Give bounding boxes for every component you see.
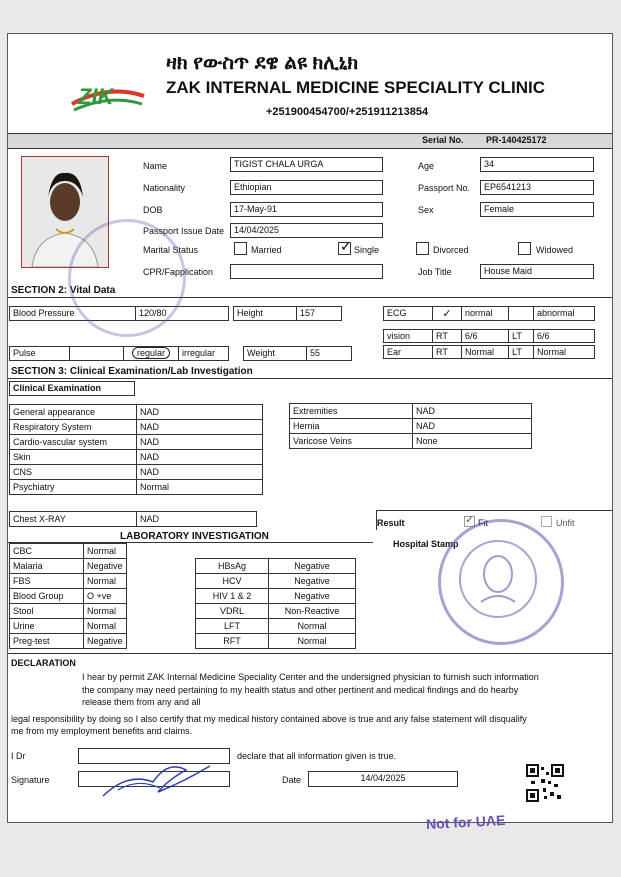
ecg-blank[interactable]: [508, 306, 534, 321]
single-label: Single: [354, 245, 380, 255]
pulse-blank[interactable]: [69, 346, 124, 361]
lab-item-label: HCV: [196, 574, 269, 589]
lab-item-label: LFT: [196, 619, 269, 634]
clinic-amharic-name: ዛክ የውስጥ ደዌ ልዩ ክሊኒክ: [166, 52, 359, 74]
sex-field[interactable]: Female: [480, 202, 594, 217]
clinic-stamp-hospital: [438, 519, 564, 645]
bp-field[interactable]: 120/80: [135, 306, 229, 321]
stamp-emblem-icon: [441, 522, 555, 636]
clinic-phones: +251900454700/+251911213854: [266, 106, 429, 118]
dob-field[interactable]: 17-May-91: [230, 202, 383, 217]
lab-item-value[interactable]: Negative: [269, 574, 356, 589]
lab-item-value[interactable]: Non-Reactive: [269, 604, 356, 619]
lab-item-value[interactable]: Normal: [269, 619, 356, 634]
ear-lt-label: LT: [508, 345, 534, 359]
ecg-label: ECG: [383, 306, 433, 321]
lab-item-label: RFT: [196, 634, 269, 649]
nationality-field[interactable]: Ethiopian: [230, 180, 383, 195]
chest-xray-table: [9, 511, 257, 527]
table-row: [10, 559, 127, 574]
ear-label: Ear: [383, 345, 433, 359]
clinical-left-table: [9, 404, 263, 495]
lab-item-value[interactable]: Normal: [84, 544, 127, 559]
result-label: Result: [377, 518, 405, 528]
check-icon: ✓: [465, 514, 475, 526]
vision-lt-field[interactable]: 6/6: [533, 329, 595, 343]
divider: [8, 653, 612, 654]
sex-label: Sex: [418, 205, 434, 215]
job-title-label: Job Title: [418, 267, 452, 277]
lab-item-label: Blood Group: [10, 589, 84, 604]
clinical-item-value[interactable]: Normal: [137, 480, 263, 495]
table-row: [10, 512, 257, 527]
clinical-exam-subtitle: Clinical Examination: [9, 381, 135, 396]
vision-rt-field[interactable]: 6/6: [461, 329, 509, 343]
pulse-regular-text: regular: [132, 347, 170, 359]
chest-xray-value[interactable]: NAD: [137, 512, 257, 527]
signature-label: Signature: [11, 775, 50, 785]
pulse-regular[interactable]: [123, 346, 179, 361]
cpr-label: CPR/Fapplication: [143, 267, 214, 277]
table-row: [10, 634, 127, 649]
clinical-item-label: Psychiatry: [10, 480, 137, 495]
age-label: Age: [418, 161, 435, 171]
table-row: [10, 420, 263, 435]
logo-text: ZIK: [78, 84, 114, 109]
single-checkbox[interactable]: [338, 238, 352, 255]
job-title-field[interactable]: House Maid: [480, 264, 594, 279]
table-row: [10, 574, 127, 589]
clinical-item-value[interactable]: NAD: [413, 419, 532, 434]
table-row: [196, 619, 356, 634]
widowed-checkbox[interactable]: [518, 242, 531, 255]
table-row: [290, 404, 532, 419]
date-field[interactable]: 14/04/2025: [308, 771, 458, 787]
lab-item-value[interactable]: Normal: [84, 574, 127, 589]
clinical-item-value[interactable]: NAD: [137, 450, 263, 465]
clinical-item-label: Extremities: [290, 404, 413, 419]
section2-title: SECTION 2: Vital Data: [11, 285, 116, 296]
ear-lt-field[interactable]: Normal: [533, 345, 595, 359]
lab-item-value[interactable]: O +ve: [84, 589, 127, 604]
clinic-logo: [68, 74, 148, 122]
passport-issue-field[interactable]: 14/04/2025: [230, 223, 383, 238]
name-field[interactable]: TIGIST CHALA URGA: [230, 157, 383, 172]
clinical-item-label: Skin: [10, 450, 137, 465]
clinical-item-label: General appearance: [10, 405, 137, 420]
lab-item-label: VDRL: [196, 604, 269, 619]
name-label: Name: [143, 161, 168, 171]
vision-lt-label: LT: [508, 329, 534, 343]
lab-item-value[interactable]: Negative: [84, 559, 127, 574]
lab-item-value[interactable]: Negative: [84, 634, 127, 649]
table-row: [10, 544, 127, 559]
table-row: [196, 574, 356, 589]
table-row: [196, 589, 356, 604]
lab-item-label: FBS: [10, 574, 84, 589]
serial-value: PR-140425172: [486, 135, 547, 145]
divorced-checkbox[interactable]: [416, 242, 429, 255]
lab-item-value[interactable]: Negative: [269, 589, 356, 604]
widowed-label: Widowed: [536, 245, 574, 255]
age-field[interactable]: 34: [480, 157, 594, 172]
table-row: [290, 419, 532, 434]
declaration-line1: I hear by permit ZAK Internal Medicine Speciality Center and the undersigned physician to furnish such information: [82, 672, 539, 682]
unfit-label: Unfit: [556, 518, 575, 528]
clinical-item-value[interactable]: NAD: [137, 465, 263, 480]
clinical-item-value[interactable]: NAD: [413, 404, 532, 419]
table-row: [10, 619, 127, 634]
clinical-item-value[interactable]: NAD: [137, 405, 263, 420]
passport-issue-label: Passport Issue Date: [143, 226, 225, 236]
pulse-irregular[interactable]: irregular: [178, 346, 229, 361]
clinic-english-name: ZAK INTERNAL MEDICINE SPECIALITY CLINIC: [166, 78, 546, 97]
lab-item-value[interactable]: Normal: [269, 634, 356, 649]
divider: [8, 378, 612, 379]
table-row: [10, 480, 263, 495]
lab-item-label: Preg-test: [10, 634, 84, 649]
passport-no-label: Passport No.: [418, 183, 471, 193]
table-row: [196, 559, 356, 574]
date-label: Date: [282, 775, 302, 785]
cpr-field[interactable]: [230, 264, 383, 279]
handwritten-signature: [98, 752, 218, 802]
lab-right-table: [195, 558, 356, 649]
clinical-item-label: Cardio-vascular system: [10, 435, 137, 450]
table-row: [10, 589, 127, 604]
table-row: [10, 405, 263, 420]
vision-label: vision: [383, 329, 433, 343]
lab-item-label: CBC: [10, 544, 84, 559]
footer-note: Not for UAE: [425, 811, 506, 833]
married-label: Married: [251, 245, 282, 255]
table-row: [10, 604, 127, 619]
height-field[interactable]: 157: [296, 306, 342, 321]
dob-label: DOB: [143, 205, 163, 215]
serial-label: Serial No.: [422, 135, 464, 145]
weight-field[interactable]: 55: [306, 346, 352, 361]
declare-text: declare that all information given is true.: [237, 751, 397, 761]
section3-title: SECTION 3: Clinical Examination/Lab Investigation: [11, 366, 253, 377]
lab-item-label: HIV 1 & 2: [196, 589, 269, 604]
ecg-check[interactable]: ✓: [432, 306, 462, 321]
declaration-line4: legal responsibility by doing so I also certify that my medical history contained above is true and any false statement will disqualify: [11, 714, 527, 724]
lab-item-label: HBsAg: [196, 559, 269, 574]
divorced-label: Divorced: [433, 245, 469, 255]
table-row: [196, 604, 356, 619]
declaration-line3: release them from any and all: [82, 697, 201, 707]
table-row: [196, 634, 356, 649]
weight-label: Weight: [243, 346, 307, 361]
lab-item-label: Malaria: [10, 559, 84, 574]
lab-item-label: Stool: [10, 604, 84, 619]
declaration-title: DECLARATION: [11, 658, 76, 668]
table-row: [10, 465, 263, 480]
qr-code: [526, 764, 564, 802]
clinical-item-value[interactable]: None: [413, 434, 532, 449]
check-icon: ✓: [340, 238, 352, 254]
fit-label: Fit: [478, 518, 488, 528]
pulse-label: Pulse: [9, 346, 70, 361]
divider: [376, 510, 612, 511]
lab-item-value[interactable]: Normal: [84, 619, 127, 634]
nationality-label: Nationality: [143, 183, 186, 193]
hospital-stamp-label: Hospital Stamp: [393, 539, 459, 549]
chest-xray-label: Chest X-RAY: [10, 512, 137, 527]
clinical-item-label: Hernia: [290, 419, 413, 434]
idr-label: I Dr: [11, 751, 26, 761]
ecg-normal: normal: [461, 306, 509, 321]
ecg-abnormal: abnormal: [533, 306, 595, 321]
lab-title: LABORATORY INVESTIGATION: [120, 531, 269, 542]
medical-form: [7, 33, 613, 833]
married-checkbox[interactable]: [234, 242, 247, 255]
marital-status-label: Marital Status: [143, 245, 199, 255]
declaration-line2: the company may need pertaining to my health status and other pertinent and medical findings and do hearby: [82, 685, 519, 695]
clinical-item-label: Respiratory System: [10, 420, 137, 435]
bp-label: Blood Pressure: [9, 306, 136, 321]
height-label: Height: [233, 306, 297, 321]
declaration-line5: me from my employment benefits and claims.: [11, 726, 193, 736]
clinic-stamp-photo: [68, 219, 186, 337]
clinical-right-table: [289, 403, 532, 449]
lab-item-value[interactable]: Negative: [269, 559, 356, 574]
clinical-item-label: Varicose Veins: [290, 434, 413, 449]
table-row: [290, 434, 532, 449]
table-row: [10, 450, 263, 465]
clinical-item-value[interactable]: NAD: [137, 420, 263, 435]
lab-item-value[interactable]: Normal: [84, 604, 127, 619]
vision-rt-label: RT: [432, 329, 462, 343]
passport-no-field[interactable]: EP6541213: [480, 180, 594, 195]
lab-item-label: Urine: [10, 619, 84, 634]
ear-rt-field[interactable]: Normal: [461, 345, 509, 359]
table-row: [10, 435, 263, 450]
ear-rt-label: RT: [432, 345, 462, 359]
lab-left-table: [9, 543, 127, 649]
clinical-item-label: CNS: [10, 465, 137, 480]
clinical-item-value[interactable]: NAD: [137, 435, 263, 450]
